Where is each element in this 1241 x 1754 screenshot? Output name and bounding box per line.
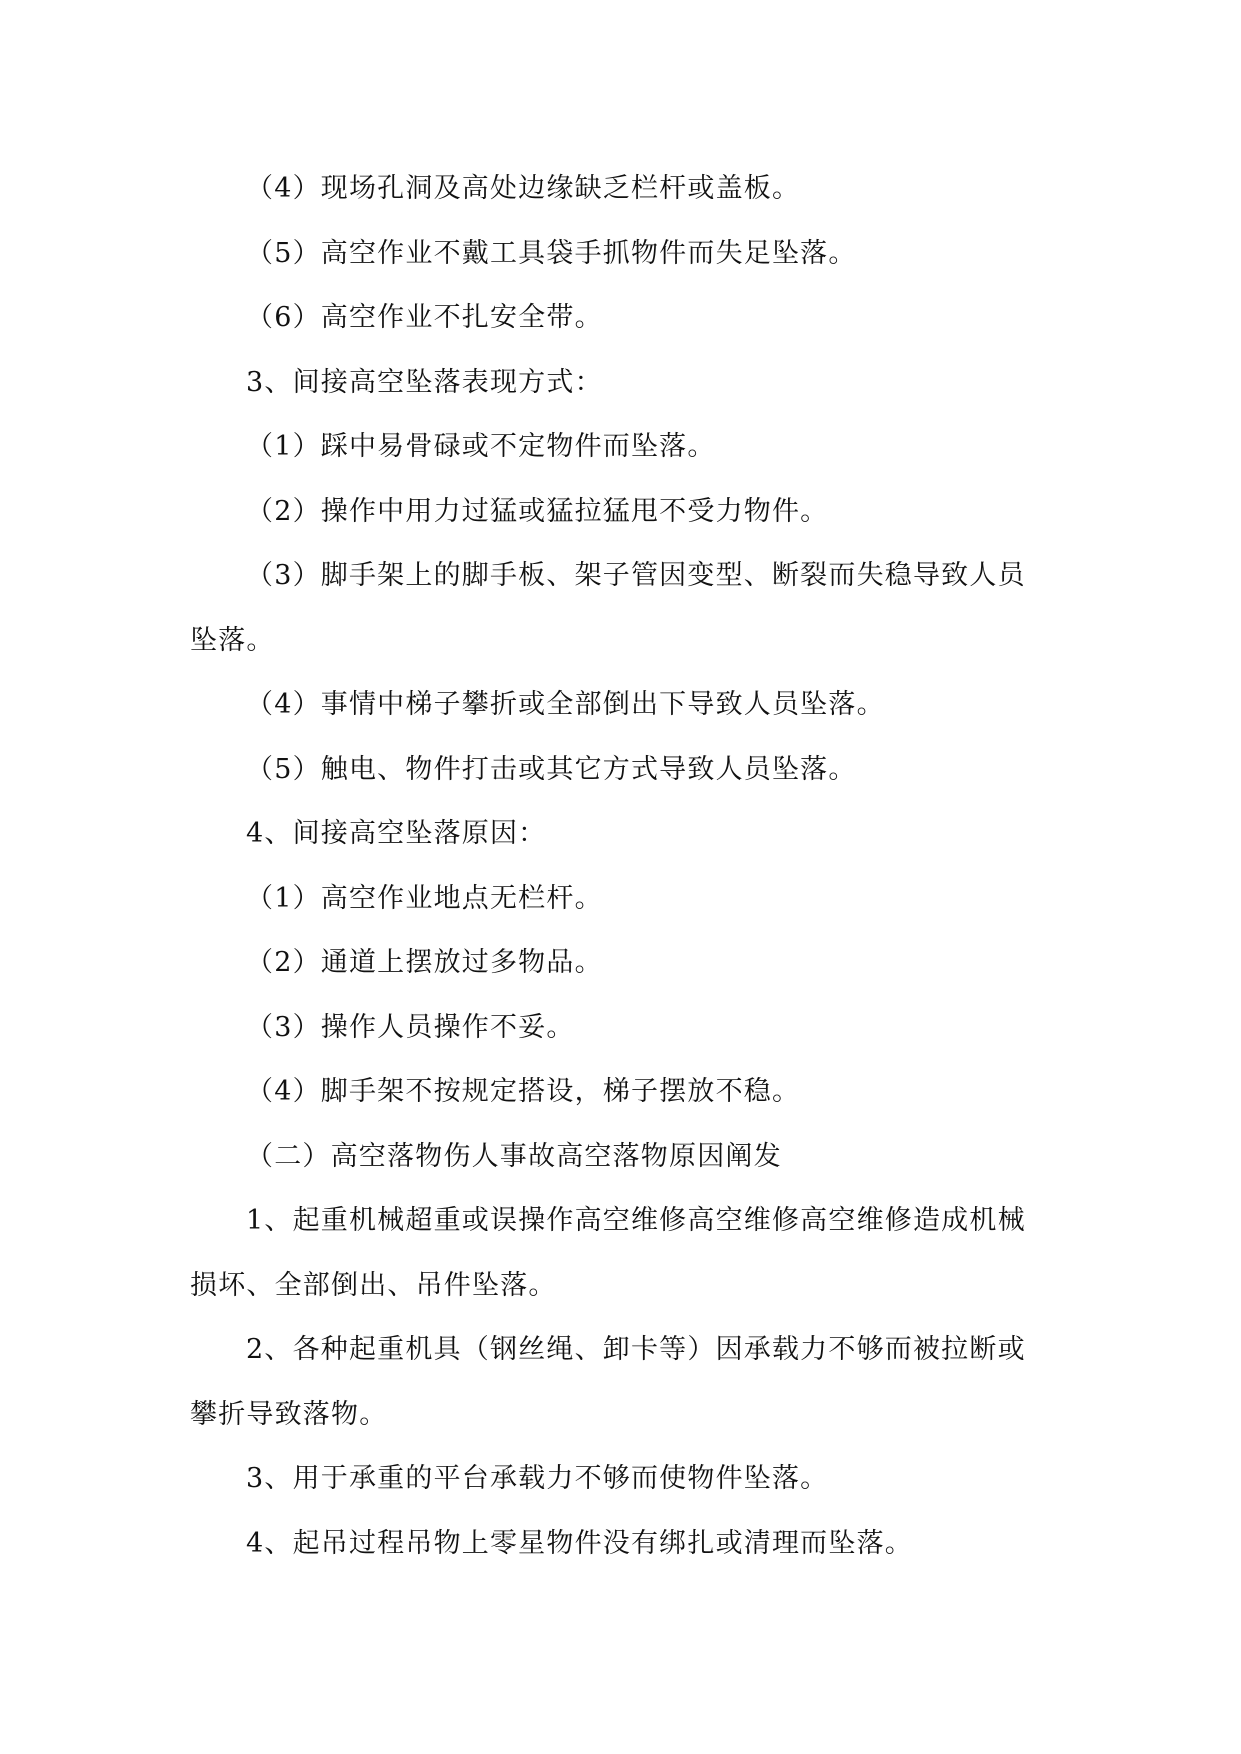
paragraph-line: 1、起重机械超重或误操作高空维修高空维修高空维修造成机械 xyxy=(246,1205,1026,1236)
paragraph-1-no-railings: （1）高空作业地点无栏杆。 xyxy=(246,882,603,914)
paragraph-line: 损坏、全部倒出、吊件坠落。 xyxy=(190,1269,557,1301)
paragraph-3-improper-operation: （3）操作人员操作不妥。 xyxy=(246,1011,575,1043)
paragraph-1-unstable-objects: （1）踩中易骨碌或不定物件而坠落。 xyxy=(246,431,716,462)
paragraph-line: （3）脚手架上的脚手板、架子管因变型、断裂而失稳导致人员 xyxy=(246,560,1026,591)
paragraph-line: 2、各种起重机具（钢丝绳、卸卡等）因承载力不够而被拉断或 xyxy=(246,1334,1026,1365)
paragraph-4-scaffold-ladder: （4）脚手架不按规定搭设，梯子摆放不稳。 xyxy=(246,1076,801,1107)
paragraph-4-ladder-collapse: （4）事情中梯子攀折或全部倒出下导致人员坠落。 xyxy=(246,689,885,720)
paragraph-2-cluttered-passage: （2）通道上摆放过多物品。 xyxy=(246,947,603,978)
paragraph-1-crane-overload xyxy=(190,1189,1050,1318)
paragraph-2-rigging-failure xyxy=(190,1318,1050,1447)
section-falling-objects-heading: （二）高空落物伤人事故高空落物原因阐发 xyxy=(246,1140,782,1172)
paragraph-5-no-tool-bag: （5）高空作业不戴工具袋手抓物件而失足坠落。 xyxy=(246,237,857,269)
document-body xyxy=(190,157,1050,1576)
paragraph-line: 坠落。 xyxy=(190,624,275,656)
paragraph-4-missing-railings: （4）现场孔洞及高处边缘缺乏栏杆或盖板。 xyxy=(246,173,801,204)
paragraph-line: 攀折导致落物。 xyxy=(190,1398,388,1430)
paragraph-4-loose-items: 4、起吊过程吊物上零星物件没有绑扎或清理而坠落。 xyxy=(246,1527,913,1559)
paragraph-2-excessive-force: （2）操作中用力过猛或猛拉猛甩不受力物件。 xyxy=(246,495,829,527)
paragraph-3-scaffold-failure xyxy=(190,544,1050,673)
paragraph-3-platform-capacity: 3、用于承重的平台承载力不够而使物件坠落。 xyxy=(246,1463,829,1494)
paragraph-5-electric-shock: （5）触电、物件打击或其它方式导致人员坠落。 xyxy=(246,753,857,785)
section-4-heading: 4、间接高空坠落原因： xyxy=(246,818,547,849)
paragraph-6-no-safety-belt: （6）高空作业不扎安全带。 xyxy=(246,302,603,333)
section-3-heading: 3、间接高空坠落表现方式： xyxy=(246,366,603,398)
